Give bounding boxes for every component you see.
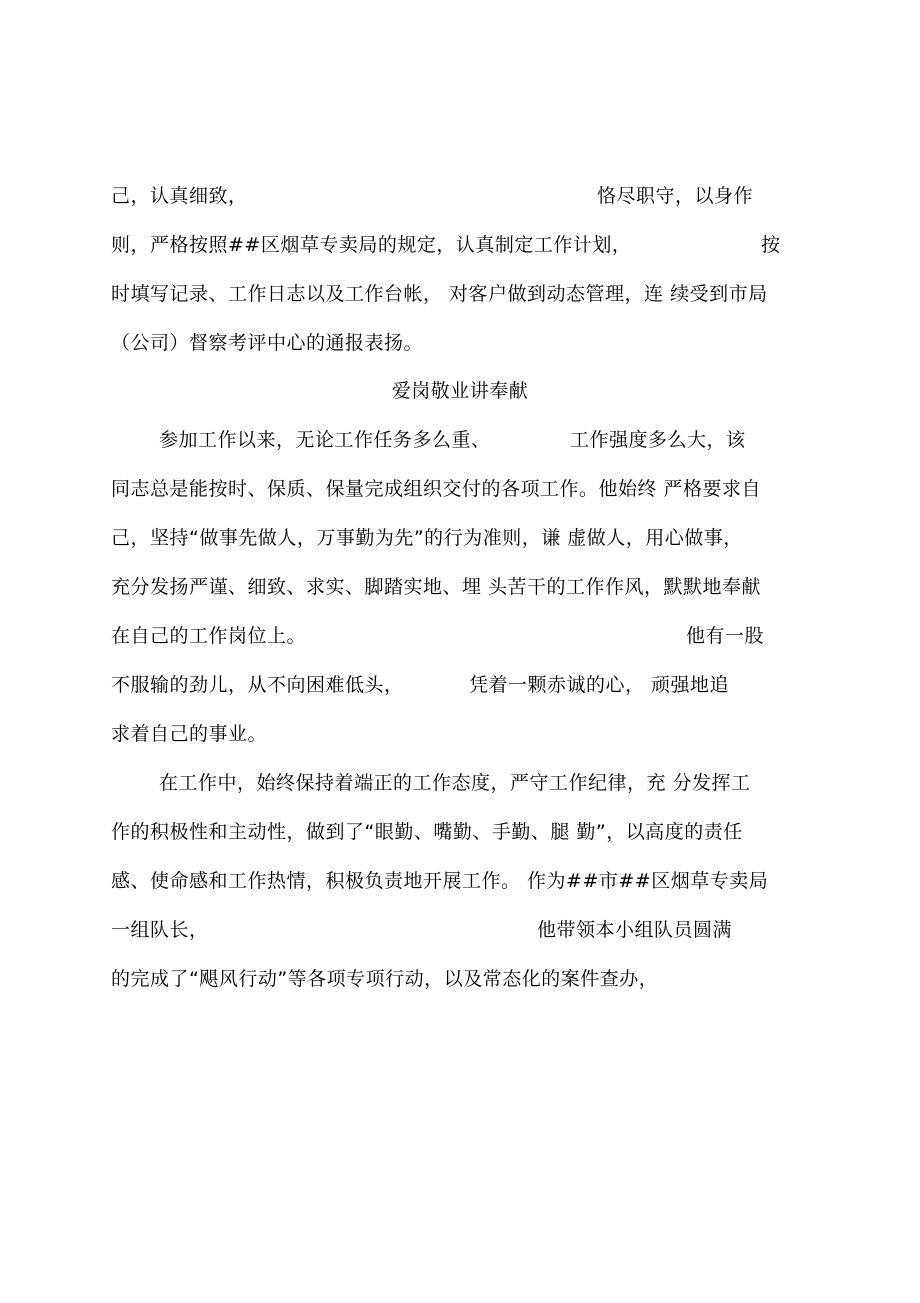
text-line: 时填写记录、工作日志以及工作台帐， 对客户做到动态管理，连 续受到市局: [111, 283, 768, 305]
text-line: （公司）督察考评中心的通报表扬。: [111, 332, 424, 354]
text-line: 求着自己的事业。: [111, 723, 268, 745]
section-heading: 爱岗敬业讲奉献: [391, 380, 529, 402]
text-line: 感、使命感和工作热情，积极负责地开展工作。 作为##市##区烟草专卖局: [111, 870, 769, 892]
text-segment: 在自己的工作岗位上。: [111, 625, 307, 647]
text-segment: 按: [761, 234, 781, 256]
text-line: 的完成了“飓风行动”等各项专项行动，以及常态化的案件查办，: [111, 968, 659, 990]
text-line: 作的积极性和主动性，做到了“眼勤、嘴勤、手勤、腿 勤”，以高度的责任: [111, 821, 743, 843]
text-line: 同志总是能按时、保质、保量完成组织交付的各项工作。他始终 严格要求自: [111, 478, 762, 500]
text-segment: 参加工作以来，无论工作任务多么重、: [159, 429, 491, 451]
text-line: 充分发扬严谨、细致、求实、脚踏实地、埋 头苦干的工作作风，默默地奉献: [111, 576, 762, 598]
text-segment: 凭着一颗赤诚的心， 顽强地追: [469, 674, 730, 696]
text-segment: 工作强度多么大，该: [570, 429, 746, 451]
text-segment: 则，严格按照##区烟草专卖局的规定，认真制定工作计划，: [111, 234, 632, 256]
text-segment: 一组队长，: [111, 919, 209, 941]
text-line: 己，坚持“做事先做人，万事勤为先”的行为准则，谦 虚做人，用心做事，: [111, 527, 743, 549]
text-segment: 他有一股: [686, 625, 765, 647]
text-line: 在工作中，始终保持着端正的工作态度，严守工作纪律，充 分发挥工: [159, 772, 751, 794]
text-segment: 己，认真细致，: [111, 185, 248, 207]
text-segment: 恪尽职守，以身作: [597, 185, 754, 207]
text-segment: 他带领本小组队员圆满: [537, 919, 733, 941]
text-segment: 不服输的劲儿，从不向困难低头，: [111, 674, 404, 696]
